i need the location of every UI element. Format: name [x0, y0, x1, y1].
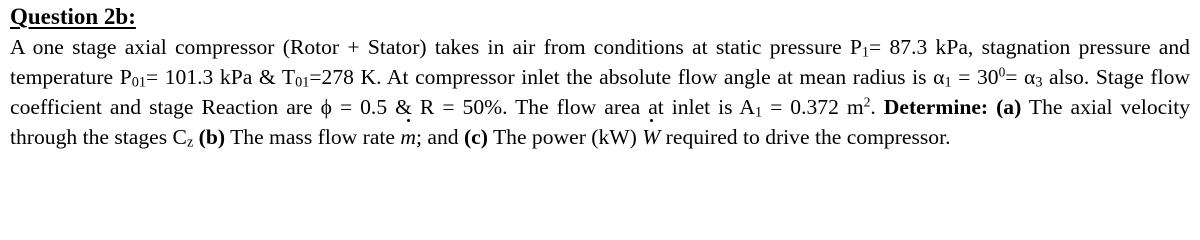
subscript: 1 [755, 104, 763, 121]
text-run: ; and [416, 125, 464, 149]
bold-text: (b) [198, 125, 226, 149]
bold-text: (c) [463, 125, 488, 149]
text-run: The power (kW) [487, 125, 643, 149]
mass-flow-rate-symbol: m [400, 122, 416, 152]
text-run: required to drive the compressor. [660, 125, 951, 149]
text-run: The mass flow rate [225, 125, 401, 149]
subscript: z [186, 134, 194, 151]
text-run: = 101.3 kPa & T [145, 65, 296, 89]
subscript: 1 [861, 44, 870, 61]
text-run: = α [1005, 65, 1036, 89]
power-symbol: W [642, 122, 660, 152]
superscript: 0 [998, 64, 1006, 80]
text-run: = 0.372 m [762, 95, 864, 119]
text-run: The axial velocity through the stages C [10, 95, 1191, 149]
text-run: A one stage axial compressor (Rotor + Stator) takes in air from conditions at static pressure P [10, 35, 862, 59]
superscript: 2 [863, 94, 871, 110]
subscript: 01 [295, 74, 310, 91]
subscript: 01 [131, 74, 146, 91]
question-heading: Question 2b: [10, 4, 136, 29]
text-run: = 87.3 kPa, stagnation pressure and temperature P [10, 35, 1190, 89]
text-run: . [870, 95, 884, 119]
document-body [10, 2, 1190, 152]
question-text [10, 32, 1190, 152]
subscript: 1 [944, 74, 952, 91]
subscript: 3 [1035, 74, 1043, 91]
bold-text: Determine: (a) [883, 95, 1022, 119]
text-run: =278 K. At compressor inlet the absolute flow angle at mean radius is α [309, 65, 945, 89]
text-run: also. Stage flow coefficient and stage Reaction are ϕ = 0.5 & R = 50%. The flow area at inlet is A [10, 65, 1190, 119]
text-run: = 30 [951, 65, 999, 89]
